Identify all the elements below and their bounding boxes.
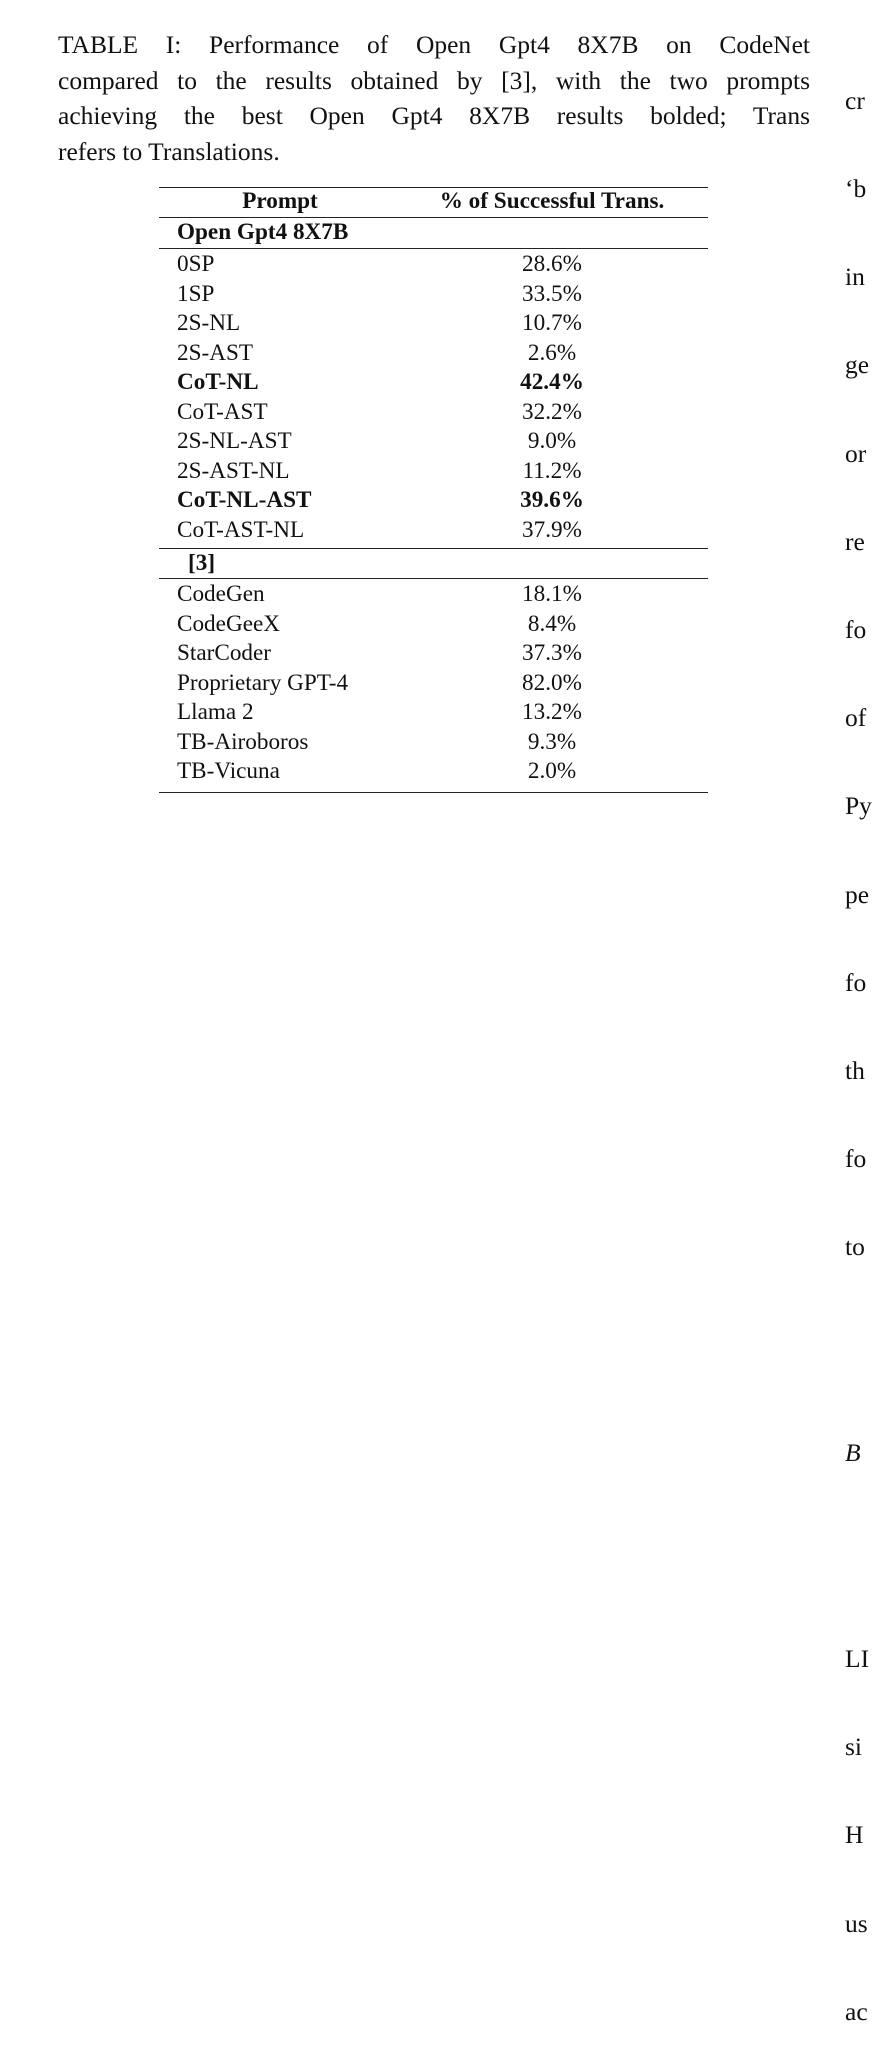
- value-cell: 82.0%: [522, 670, 582, 696]
- prompt-cell: CoT-NL-AST: [177, 487, 312, 513]
- section-row: [159, 217, 708, 247]
- prompt-cell: TB-Vicuna: [177, 758, 280, 784]
- fragment: fo: [845, 1144, 867, 1174]
- value-cell: 2.6%: [527, 340, 577, 366]
- fragment: re: [845, 526, 865, 556]
- fragment-spacer: [845, 1526, 872, 1585]
- prompt-cell: 0SP: [177, 251, 215, 277]
- fragment: pe: [845, 879, 870, 909]
- header-success: % of Successful Trans.: [439, 188, 665, 214]
- caption-line: TABLE I: Performance of Open Gpt4 8X7B on CodeNet: [58, 30, 810, 59]
- fragment: or: [845, 438, 867, 468]
- caption-line: compared to the results obtained by [3], with the two prompts: [58, 65, 810, 95]
- table-row: [159, 668, 708, 698]
- fragment: H: [845, 1820, 864, 1850]
- table-caption: [58, 27, 810, 169]
- prompt-cell: 1SP: [177, 281, 215, 307]
- table-row: [159, 397, 708, 427]
- table-row: [159, 308, 708, 338]
- value-cell: 2.0%: [527, 758, 577, 784]
- value-cell: 28.6%: [522, 251, 582, 277]
- caption-line: achieving the best Open Gpt4 8X7B results bolded; Trans: [58, 101, 810, 130]
- fragment: Py: [845, 791, 872, 821]
- section-row: [159, 548, 708, 578]
- value-cell: 10.7%: [522, 310, 582, 336]
- table-row: [159, 756, 708, 786]
- value-cell: 37.3%: [522, 640, 582, 666]
- table-row: [159, 609, 708, 639]
- value-cell: 13.2%: [522, 699, 582, 725]
- prompt-cell: CodeGeeX: [177, 611, 281, 637]
- table-row-best: [159, 367, 708, 397]
- prompt-cell: CoT-NL: [177, 369, 259, 395]
- table-row: [159, 456, 708, 486]
- caption-line: refers to Translations.: [58, 136, 280, 166]
- fragment: us: [845, 1908, 868, 1938]
- bottom-rule: [159, 792, 708, 793]
- prompt-cell: TB-Airoboros: [177, 729, 309, 755]
- prompt-cell: Llama 2: [177, 699, 254, 725]
- value-cell: 9.3%: [527, 729, 577, 755]
- section-title: [3]: [188, 550, 216, 576]
- prompt-cell: 2S-AST: [177, 340, 254, 366]
- table-row: [159, 249, 708, 279]
- fragment-spacer: [845, 1321, 872, 1380]
- fragment: to: [845, 1232, 865, 1262]
- adjacent-column-fragments: [845, 27, 872, 2056]
- fragment: si: [845, 1732, 863, 1762]
- fragment: of: [845, 703, 867, 733]
- value-cell: 37.9%: [522, 517, 582, 543]
- fragment: cr: [845, 85, 865, 115]
- value-cell: 32.2%: [522, 399, 582, 425]
- table-header-row: [159, 186, 708, 216]
- table-row: [159, 727, 708, 757]
- prompt-cell: CodeGen: [177, 581, 265, 607]
- fragment: ‘b: [845, 174, 867, 204]
- value-cell: 42.4%: [520, 369, 584, 395]
- table-row: [159, 426, 708, 456]
- fragment: B: [845, 1438, 861, 1468]
- prompt-cell: 2S-NL-AST: [177, 428, 292, 454]
- fragment: th: [845, 1056, 865, 1086]
- prompt-cell: CoT-AST: [177, 399, 268, 425]
- header-prompt: Prompt: [242, 188, 318, 214]
- prompt-cell: Proprietary GPT-4: [177, 670, 349, 696]
- table-row-best: [159, 485, 708, 515]
- table-row: [159, 697, 708, 727]
- value-cell: 33.5%: [522, 281, 582, 307]
- table-row: [159, 638, 708, 668]
- prompt-cell: 2S-AST-NL: [177, 458, 290, 484]
- prompt-cell: CoT-AST-NL: [177, 517, 305, 543]
- value-cell: 9.0%: [527, 428, 577, 454]
- table-row: [159, 515, 708, 545]
- table-row: [159, 579, 708, 609]
- fragment: in: [845, 262, 865, 292]
- prompt-cell: 2S-NL: [177, 310, 241, 336]
- fragment: fo: [845, 967, 867, 997]
- table-row: [159, 279, 708, 309]
- fragment: ge: [845, 350, 870, 380]
- value-cell: 39.6%: [520, 487, 584, 513]
- value-cell: 11.2%: [522, 458, 582, 484]
- fragment: LI: [845, 1644, 870, 1674]
- table-row: [159, 338, 708, 368]
- value-cell: 8.4%: [527, 611, 577, 637]
- fragment: ac: [845, 1996, 868, 2026]
- value-cell: 18.1%: [522, 581, 582, 607]
- fragment: fo: [845, 615, 867, 645]
- section-title: Open Gpt4 8X7B: [177, 219, 349, 245]
- prompt-cell: StarCoder: [177, 640, 272, 666]
